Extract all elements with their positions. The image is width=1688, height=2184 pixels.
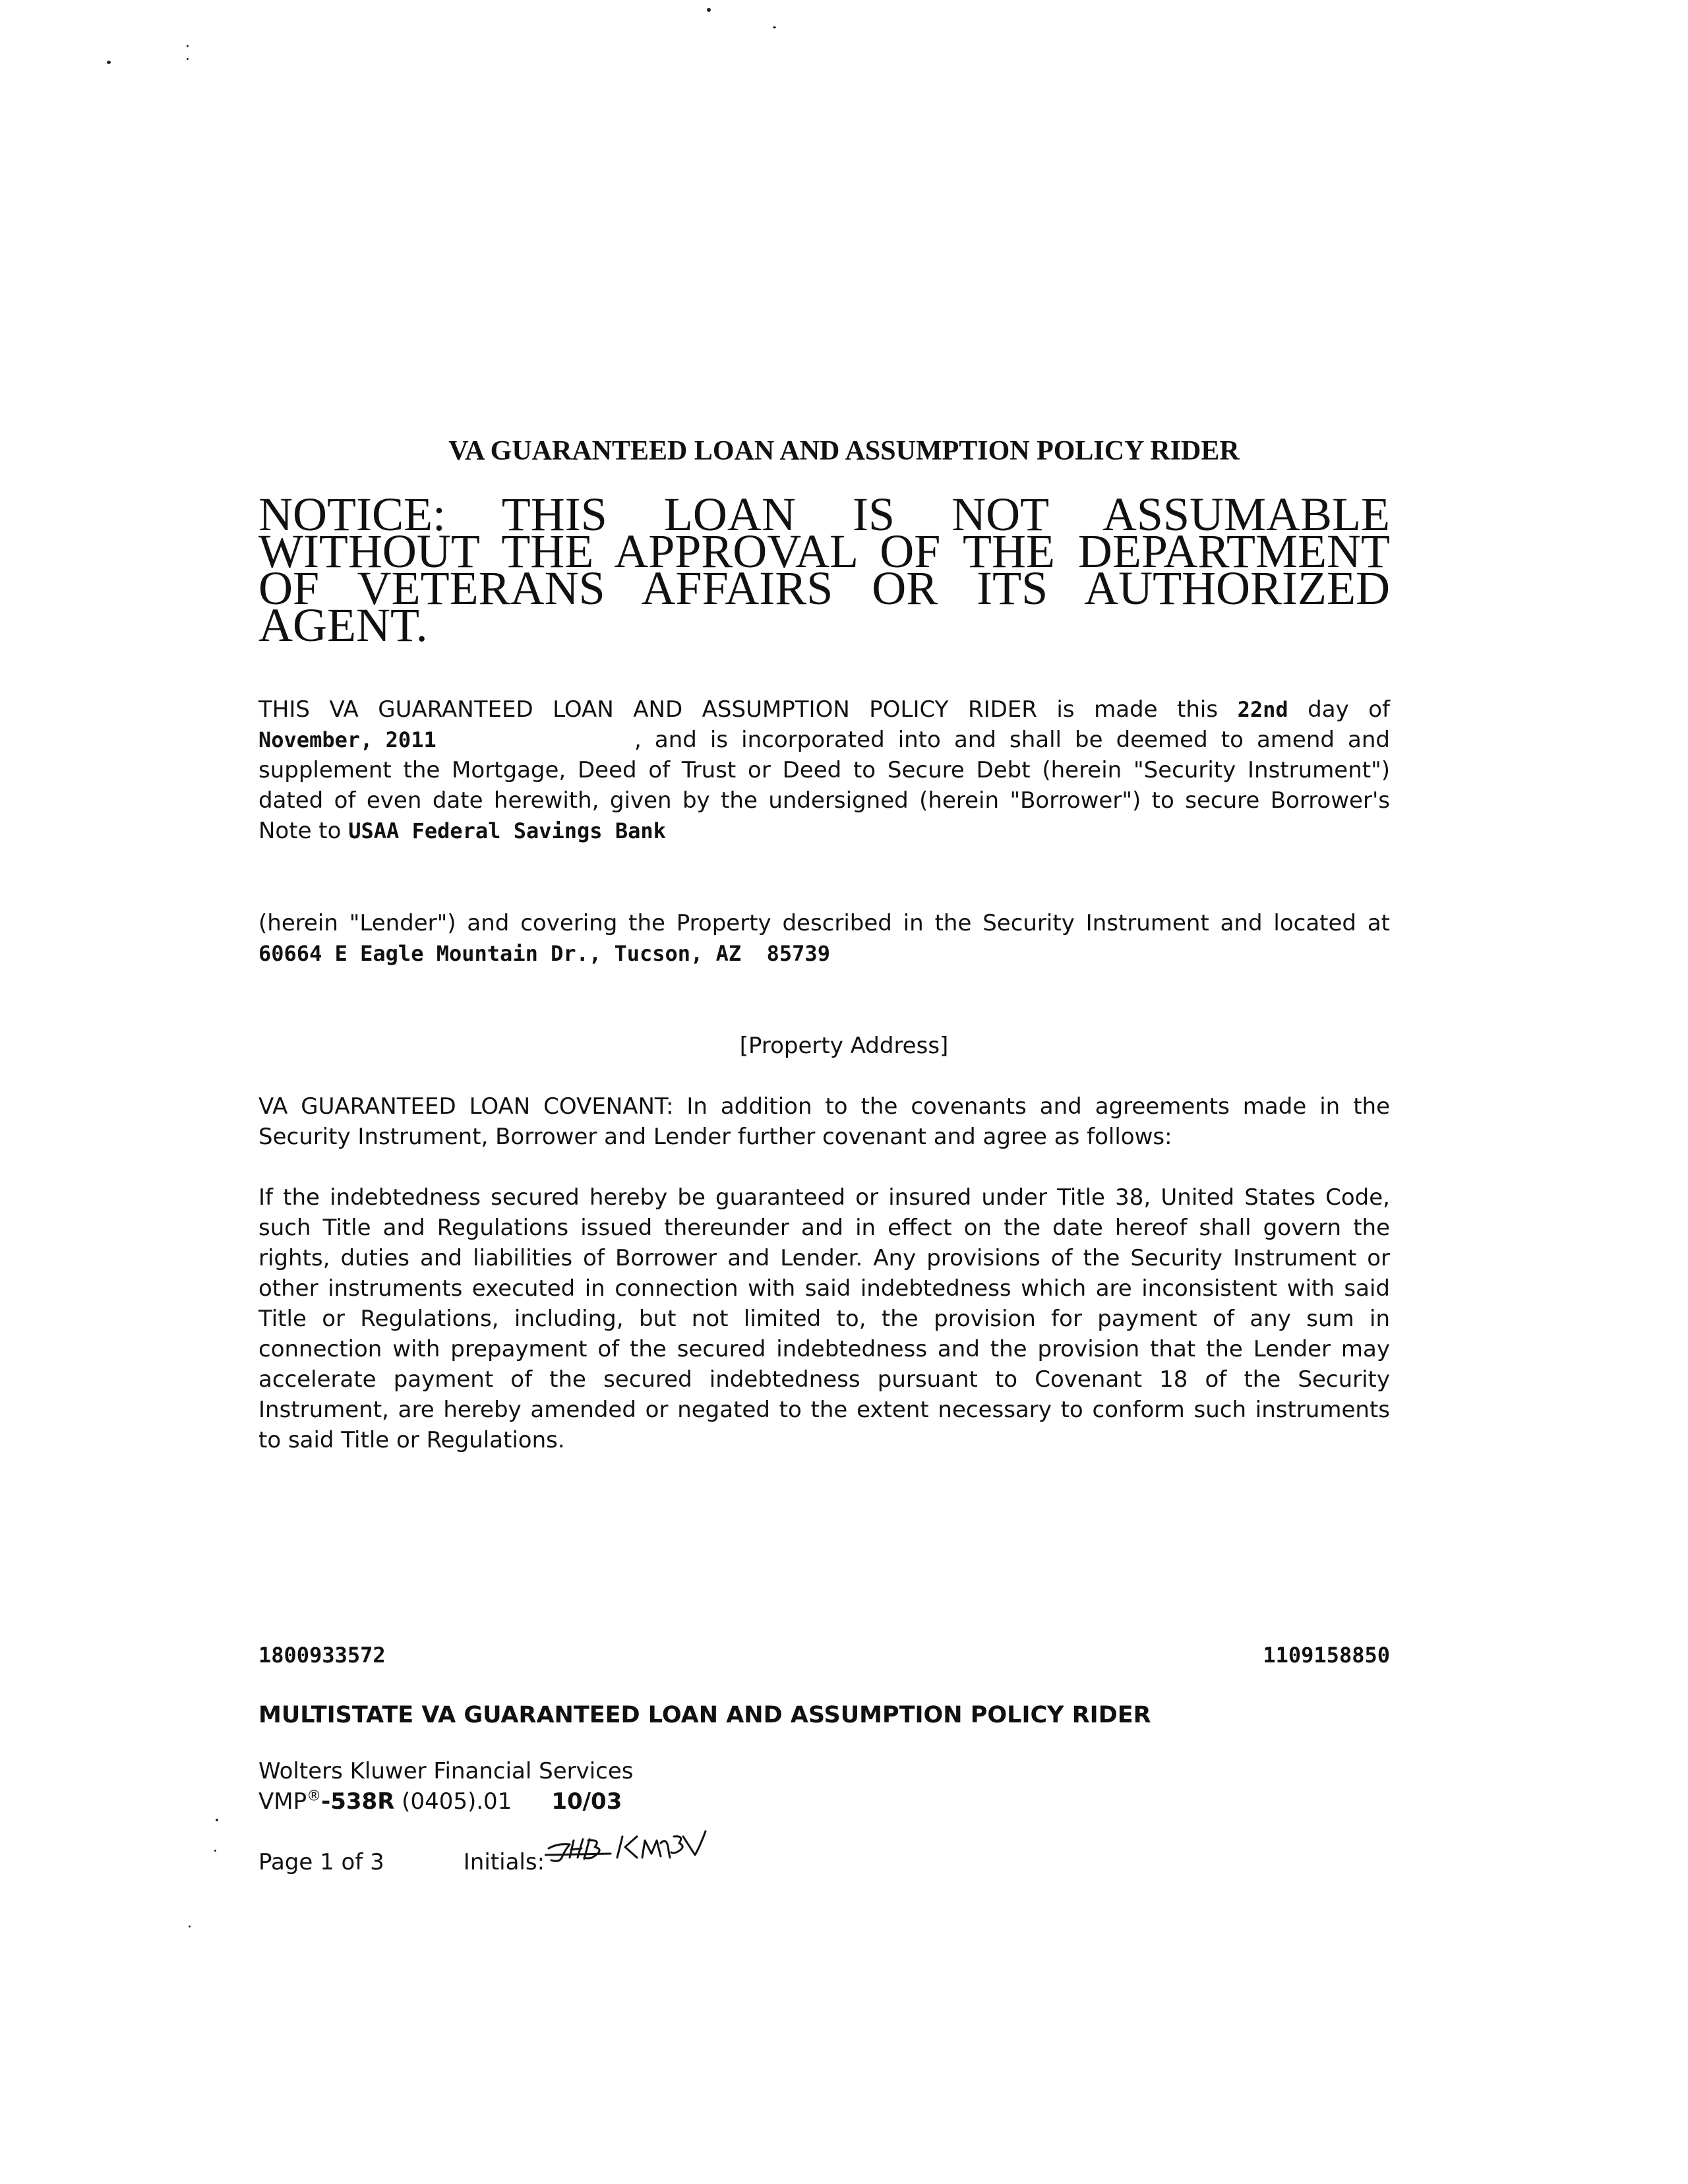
scan-speck	[214, 1850, 216, 1852]
scan-speck	[216, 1819, 218, 1821]
publisher: Wolters Kluwer Financial Services	[258, 1758, 634, 1784]
page-initials-line	[258, 1817, 736, 1877]
intro-text-a: THIS VA GUARANTEED LOAN AND ASSUMPTION POLICY RIDER is made this	[258, 696, 1238, 723]
rider-month-year: November, 2011	[258, 727, 437, 752]
title38-paragraph: If the indebtedness secured hereby be guaranteed or insured under Title 38, United States Code, such Title and Regulations issued thereunder and in effect on the date hereof shall govern the rights, duties and liabilities of Borrower and Lender. Any provisions of the Security Instrument or other instruments executed in connection with said indebtedness which are inconsistent with said Title or Regulations, including, but not limited to, the provision for payment of any sum in connection with prepayment of the secured indebtedness and the provision that the Lender may accelerate payment of the secured indebtedness pursuant to Covenant 18 of the Security Instrument, are hereby amended or negated to the extent necessary to conform such instruments to said Title or Regulations.	[258, 1184, 1390, 1453]
rider-intro-paragraph	[258, 694, 1390, 846]
scan-speck	[107, 61, 111, 64]
registered-mark: ®	[307, 1788, 322, 1805]
scan-speck	[187, 45, 189, 47]
scan-speck	[707, 8, 711, 12]
scan-speck	[189, 1926, 191, 1927]
covenant-paragraph: VA GUARANTEED LOAN COVENANT: In addition to the covenants and agreements made in the Security Instrument, Borrower and Lender further covenant and agree as follows:	[258, 1093, 1390, 1150]
multistate-form-title: MULTISTATE VA GUARANTEED LOAN AND ASSUMPTION POLICY RIDER	[258, 1702, 1151, 1728]
loan-number-left: 1800933572	[258, 1643, 386, 1668]
lender-clause-paragraph	[258, 908, 1390, 969]
form-prefix: VMP	[258, 1788, 307, 1815]
loan-number-right: 1109158850	[1263, 1643, 1390, 1668]
assumption-notice: NOTICE: THIS LOAN IS NOT ASSUMABLE WITHOUT THE APPROVAL OF THE DEPARTMENT OF VETERANS AFFAIRS OR ITS AUTHORIZED AGENT.	[258, 488, 1390, 652]
property-address: 60664 E Eagle Mountain Dr., Tucson, AZ 85739	[258, 941, 830, 966]
intro-text-b: day of	[1288, 696, 1390, 723]
form-number	[258, 1786, 736, 1817]
handwritten-initials-icon	[545, 1817, 736, 1869]
form-revision: (0405).01	[394, 1788, 512, 1815]
intro-text-c: , and is incorporated into and shall be deemed to amend and supplement the Mortgage, Deed of Trust or Deed to Secure Debt (herein "Security Instrument") dated of even date herewith, given by the undersigned (herein "Borrower") to secure Borrower's Note to	[258, 727, 1390, 844]
initials-label: Initials:	[463, 1849, 545, 1875]
lender-clause: (herein "Lender") and covering the Property described in the Security Instrument and located at	[258, 910, 1390, 936]
form-date: 10/03	[551, 1788, 622, 1815]
document-title: VA GUARANTEED LOAN AND ASSUMPTION POLICY RIDER	[448, 436, 1240, 466]
initials-signature	[545, 1817, 736, 1877]
scan-speck	[773, 26, 776, 28]
rider-day: 22nd	[1237, 697, 1288, 722]
form-code: -538R	[321, 1788, 395, 1815]
page-number: Page 1 of 3	[258, 1849, 384, 1875]
scan-speck	[187, 58, 189, 60]
lender-name: USAA Federal Savings Bank	[348, 818, 666, 843]
property-address-label: [Property Address]	[739, 1033, 949, 1059]
form-footer	[258, 1756, 736, 1877]
